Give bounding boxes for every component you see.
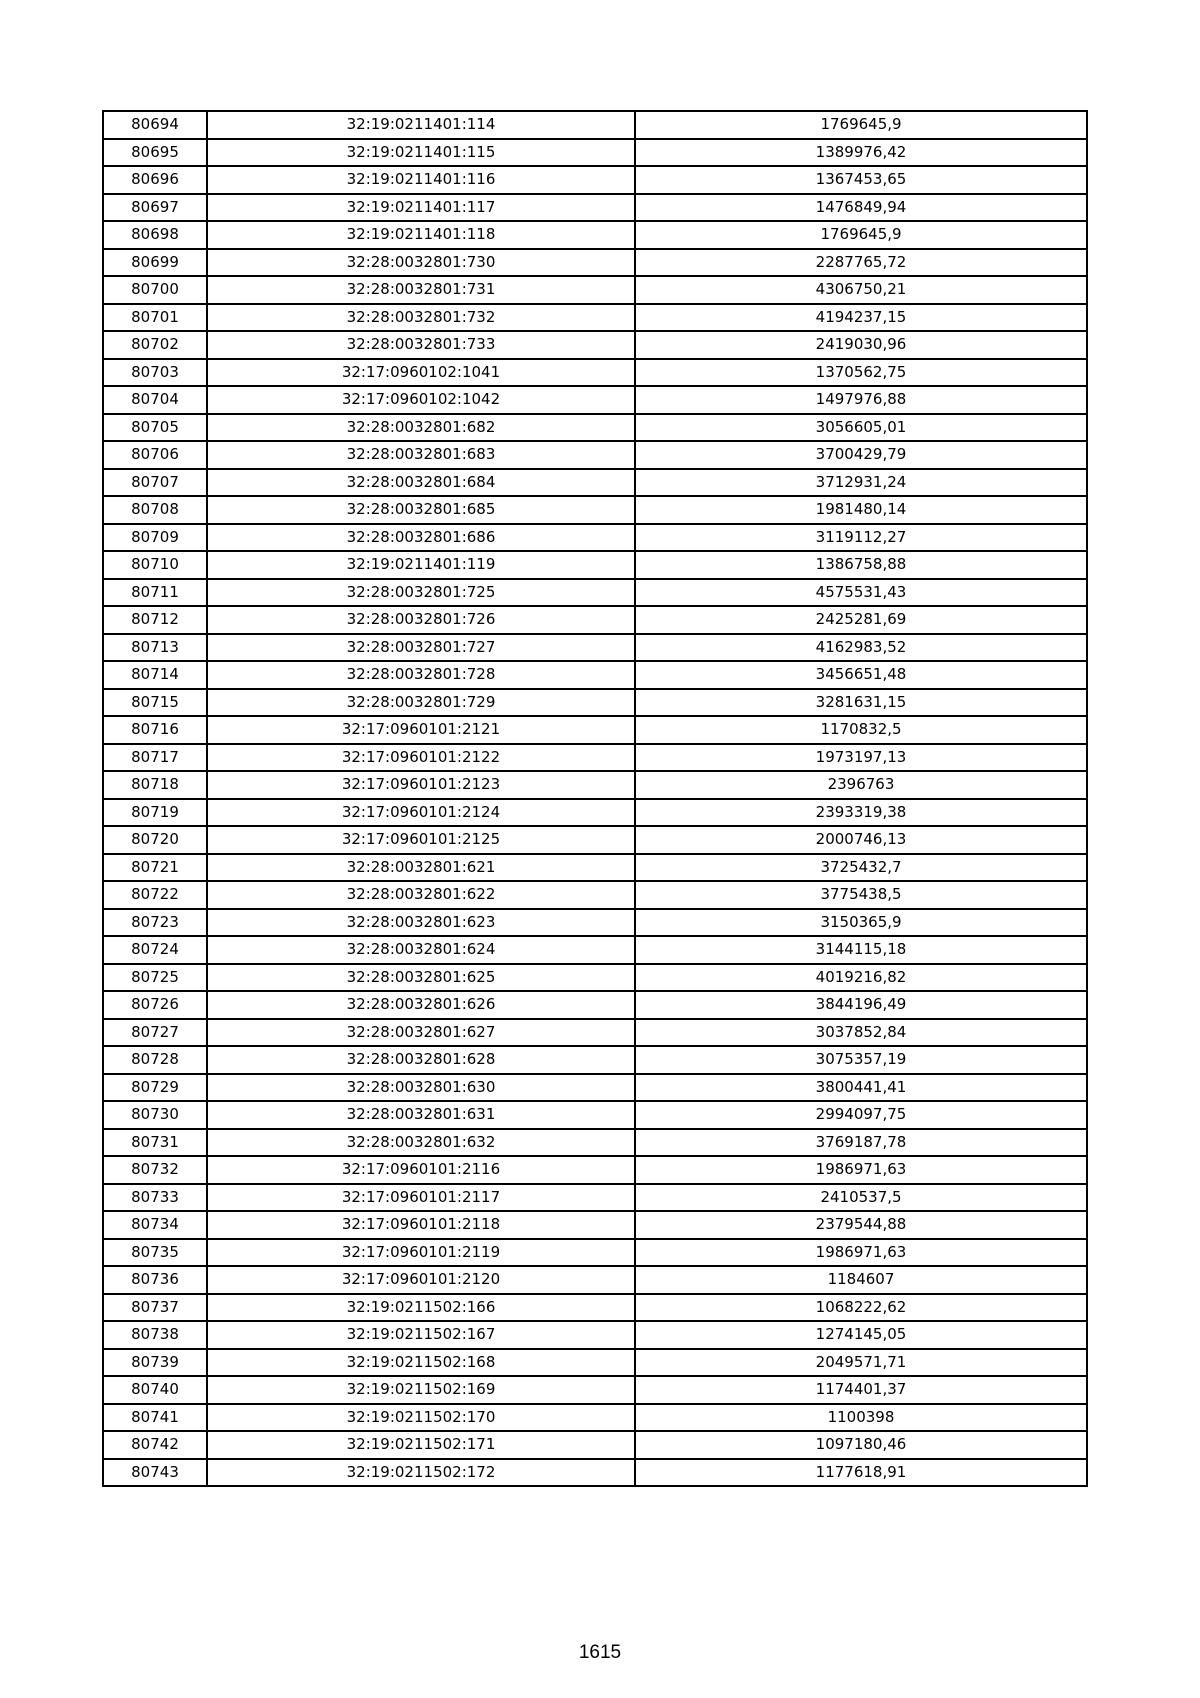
row-number-cell: 80739	[103, 1349, 207, 1377]
cadastral-value-cell: 1386758,88	[635, 551, 1087, 579]
row-number-cell: 80734	[103, 1211, 207, 1239]
cadastral-number-cell: 32:19:0211502:169	[207, 1376, 635, 1404]
table-row	[103, 1239, 1087, 1267]
cadastral-number-cell: 32:19:0211401:115	[207, 139, 635, 167]
row-number-cell: 80723	[103, 909, 207, 937]
cadastral-value-cell: 1370562,75	[635, 359, 1087, 387]
table-row	[103, 1376, 1087, 1404]
table-row	[103, 606, 1087, 634]
cadastral-value-cell: 1097180,46	[635, 1431, 1087, 1459]
cadastral-value-table	[102, 110, 1088, 1487]
cadastral-value-cell: 1769645,9	[635, 111, 1087, 139]
cadastral-number-cell: 32:28:0032801:727	[207, 634, 635, 662]
cadastral-value-cell: 1068222,62	[635, 1294, 1087, 1322]
table-row	[103, 1211, 1087, 1239]
table-row	[103, 304, 1087, 332]
table-row	[103, 909, 1087, 937]
cadastral-value-cell: 1973197,13	[635, 744, 1087, 772]
page-number: 1615	[578, 1642, 622, 1663]
table-row	[103, 276, 1087, 304]
row-number-cell: 80711	[103, 579, 207, 607]
row-number-cell: 80702	[103, 331, 207, 359]
cadastral-value-cell: 1184607	[635, 1266, 1087, 1294]
row-number-cell: 80718	[103, 771, 207, 799]
cadastral-value-cell: 3056605,01	[635, 414, 1087, 442]
cadastral-value-cell: 2419030,96	[635, 331, 1087, 359]
cadastral-value-cell: 3150365,9	[635, 909, 1087, 937]
table-row	[103, 1101, 1087, 1129]
cadastral-number-cell: 32:17:0960101:2118	[207, 1211, 635, 1239]
cadastral-value-cell: 3800441,41	[635, 1074, 1087, 1102]
table-row	[103, 1129, 1087, 1157]
cadastral-number-cell: 32:19:0211401:118	[207, 221, 635, 249]
cadastral-number-cell: 32:28:0032801:733	[207, 331, 635, 359]
table-row	[103, 799, 1087, 827]
row-number-cell: 80714	[103, 661, 207, 689]
row-number-cell: 80728	[103, 1046, 207, 1074]
cadastral-value-cell: 2393319,38	[635, 799, 1087, 827]
cadastral-number-cell: 32:28:0032801:685	[207, 496, 635, 524]
table-row	[103, 249, 1087, 277]
cadastral-value-cell: 3037852,84	[635, 1019, 1087, 1047]
cadastral-value-cell: 2049571,71	[635, 1349, 1087, 1377]
cadastral-value-cell: 4019216,82	[635, 964, 1087, 992]
cadastral-value-cell: 3075357,19	[635, 1046, 1087, 1074]
table-row	[103, 1459, 1087, 1487]
table-row	[103, 964, 1087, 992]
cadastral-value-cell: 2994097,75	[635, 1101, 1087, 1129]
cadastral-number-cell: 32:19:0211401:117	[207, 194, 635, 222]
cadastral-number-cell: 32:28:0032801:732	[207, 304, 635, 332]
cadastral-number-cell: 32:17:0960101:2121	[207, 716, 635, 744]
table-row	[103, 579, 1087, 607]
row-number-cell: 80716	[103, 716, 207, 744]
cadastral-number-cell: 32:28:0032801:686	[207, 524, 635, 552]
cadastral-number-cell: 32:28:0032801:624	[207, 936, 635, 964]
cadastral-number-cell: 32:28:0032801:622	[207, 881, 635, 909]
cadastral-number-cell: 32:19:0211502:172	[207, 1459, 635, 1487]
cadastral-value-cell: 3844196,49	[635, 991, 1087, 1019]
table-row	[103, 661, 1087, 689]
cadastral-number-cell: 32:19:0211401:119	[207, 551, 635, 579]
cadastral-number-cell: 32:28:0032801:684	[207, 469, 635, 497]
table-body	[103, 111, 1087, 1486]
cadastral-value-cell: 1986971,63	[635, 1156, 1087, 1184]
table-row	[103, 469, 1087, 497]
cadastral-value-cell: 4194237,15	[635, 304, 1087, 332]
cadastral-number-cell: 32:28:0032801:632	[207, 1129, 635, 1157]
cadastral-value-cell: 1274145,05	[635, 1321, 1087, 1349]
cadastral-value-cell: 3144115,18	[635, 936, 1087, 964]
cadastral-value-cell: 2425281,69	[635, 606, 1087, 634]
row-number-cell: 80701	[103, 304, 207, 332]
row-number-cell: 80699	[103, 249, 207, 277]
table-row	[103, 166, 1087, 194]
table-row	[103, 991, 1087, 1019]
row-number-cell: 80708	[103, 496, 207, 524]
row-number-cell: 80729	[103, 1074, 207, 1102]
cadastral-value-cell: 1170832,5	[635, 716, 1087, 744]
row-number-cell: 80735	[103, 1239, 207, 1267]
cadastral-number-cell: 32:19:0211502:168	[207, 1349, 635, 1377]
cadastral-number-cell: 32:28:0032801:626	[207, 991, 635, 1019]
cadastral-value-cell: 1389976,42	[635, 139, 1087, 167]
table-row	[103, 881, 1087, 909]
row-number-cell: 80696	[103, 166, 207, 194]
cadastral-number-cell: 32:19:0211502:166	[207, 1294, 635, 1322]
table-row	[103, 111, 1087, 139]
cadastral-number-cell: 32:28:0032801:625	[207, 964, 635, 992]
table-row	[103, 634, 1087, 662]
table-row	[103, 331, 1087, 359]
table-row	[103, 826, 1087, 854]
cadastral-number-cell: 32:17:0960101:2117	[207, 1184, 635, 1212]
table-row	[103, 1184, 1087, 1212]
table-row	[103, 139, 1087, 167]
table-row	[103, 1266, 1087, 1294]
row-number-cell: 80722	[103, 881, 207, 909]
cadastral-number-cell: 32:28:0032801:628	[207, 1046, 635, 1074]
table-row	[103, 1404, 1087, 1432]
row-number-cell: 80726	[103, 991, 207, 1019]
row-number-cell: 80741	[103, 1404, 207, 1432]
cadastral-number-cell: 32:19:0211401:116	[207, 166, 635, 194]
cadastral-number-cell: 32:17:0960101:2119	[207, 1239, 635, 1267]
table-row	[103, 771, 1087, 799]
cadastral-number-cell: 32:19:0211502:171	[207, 1431, 635, 1459]
cadastral-number-cell: 32:19:0211502:167	[207, 1321, 635, 1349]
cadastral-value-cell: 1476849,94	[635, 194, 1087, 222]
row-number-cell: 80694	[103, 111, 207, 139]
cadastral-value-cell: 1174401,37	[635, 1376, 1087, 1404]
cadastral-value-cell: 1981480,14	[635, 496, 1087, 524]
row-number-cell: 80742	[103, 1431, 207, 1459]
cadastral-number-cell: 32:28:0032801:683	[207, 441, 635, 469]
row-number-cell: 80721	[103, 854, 207, 882]
table-row	[103, 1431, 1087, 1459]
cadastral-value-cell: 3725432,7	[635, 854, 1087, 882]
table-row	[103, 221, 1087, 249]
row-number-cell: 80703	[103, 359, 207, 387]
row-number-cell: 80732	[103, 1156, 207, 1184]
row-number-cell: 80697	[103, 194, 207, 222]
table-row	[103, 1321, 1087, 1349]
cadastral-value-cell: 4575531,43	[635, 579, 1087, 607]
row-number-cell: 80706	[103, 441, 207, 469]
table-row	[103, 386, 1087, 414]
row-number-cell: 80736	[103, 1266, 207, 1294]
row-number-cell: 80695	[103, 139, 207, 167]
cadastral-number-cell: 32:28:0032801:729	[207, 689, 635, 717]
cadastral-value-cell: 2287765,72	[635, 249, 1087, 277]
cadastral-value-cell: 1367453,65	[635, 166, 1087, 194]
cadastral-value-cell: 1100398	[635, 1404, 1087, 1432]
cadastral-number-cell: 32:17:0960101:2123	[207, 771, 635, 799]
row-number-cell: 80713	[103, 634, 207, 662]
cadastral-number-cell: 32:17:0960101:2116	[207, 1156, 635, 1184]
row-number-cell: 80719	[103, 799, 207, 827]
cadastral-number-cell: 32:28:0032801:623	[207, 909, 635, 937]
cadastral-number-cell: 32:28:0032801:731	[207, 276, 635, 304]
row-number-cell: 80712	[103, 606, 207, 634]
cadastral-number-cell: 32:28:0032801:621	[207, 854, 635, 882]
table-row	[103, 359, 1087, 387]
row-number-cell: 80740	[103, 1376, 207, 1404]
cadastral-value-cell: 3712931,24	[635, 469, 1087, 497]
cadastral-value-cell: 3119112,27	[635, 524, 1087, 552]
table-row	[103, 441, 1087, 469]
cadastral-value-cell: 1769645,9	[635, 221, 1087, 249]
row-number-cell: 80731	[103, 1129, 207, 1157]
row-number-cell: 80733	[103, 1184, 207, 1212]
row-number-cell: 80724	[103, 936, 207, 964]
cadastral-value-cell: 3700429,79	[635, 441, 1087, 469]
row-number-cell: 80738	[103, 1321, 207, 1349]
table-row	[103, 551, 1087, 579]
table-row	[103, 1156, 1087, 1184]
table-row	[103, 1019, 1087, 1047]
cadastral-number-cell: 32:28:0032801:725	[207, 579, 635, 607]
cadastral-number-cell: 32:28:0032801:728	[207, 661, 635, 689]
table-row	[103, 716, 1087, 744]
row-number-cell: 80730	[103, 1101, 207, 1129]
cadastral-number-cell: 32:17:0960101:2124	[207, 799, 635, 827]
cadastral-value-cell: 3456651,48	[635, 661, 1087, 689]
cadastral-value-cell: 1986971,63	[635, 1239, 1087, 1267]
cadastral-value-cell: 3281631,15	[635, 689, 1087, 717]
row-number-cell: 80709	[103, 524, 207, 552]
table-row	[103, 936, 1087, 964]
row-number-cell: 80710	[103, 551, 207, 579]
cadastral-number-cell: 32:19:0211502:170	[207, 1404, 635, 1432]
cadastral-value-cell: 4306750,21	[635, 276, 1087, 304]
cadastral-value-cell: 3769187,78	[635, 1129, 1087, 1157]
cadastral-number-cell: 32:17:0960102:1042	[207, 386, 635, 414]
table-row	[103, 414, 1087, 442]
cadastral-number-cell: 32:17:0960101:2125	[207, 826, 635, 854]
row-number-cell: 80727	[103, 1019, 207, 1047]
cadastral-value-cell: 2396763	[635, 771, 1087, 799]
cadastral-number-cell: 32:28:0032801:682	[207, 414, 635, 442]
table-row	[103, 1349, 1087, 1377]
cadastral-value-cell: 2379544,88	[635, 1211, 1087, 1239]
cadastral-number-cell: 32:28:0032801:726	[207, 606, 635, 634]
cadastral-value-cell: 3775438,5	[635, 881, 1087, 909]
table-row	[103, 1046, 1087, 1074]
cadastral-number-cell: 32:19:0211401:114	[207, 111, 635, 139]
cadastral-number-cell: 32:28:0032801:627	[207, 1019, 635, 1047]
cadastral-number-cell: 32:17:0960102:1041	[207, 359, 635, 387]
cadastral-value-cell: 2410537,5	[635, 1184, 1087, 1212]
row-number-cell: 80715	[103, 689, 207, 717]
table-row	[103, 689, 1087, 717]
row-number-cell: 80717	[103, 744, 207, 772]
cadastral-value-cell: 1177618,91	[635, 1459, 1087, 1487]
table-row	[103, 496, 1087, 524]
cadastral-number-cell: 32:28:0032801:631	[207, 1101, 635, 1129]
cadastral-value-cell: 1497976,88	[635, 386, 1087, 414]
table-row	[103, 1294, 1087, 1322]
table-row	[103, 1074, 1087, 1102]
table-row	[103, 524, 1087, 552]
cadastral-value-cell: 4162983,52	[635, 634, 1087, 662]
row-number-cell: 80707	[103, 469, 207, 497]
row-number-cell: 80720	[103, 826, 207, 854]
table-row	[103, 194, 1087, 222]
row-number-cell: 80698	[103, 221, 207, 249]
cadastral-number-cell: 32:17:0960101:2120	[207, 1266, 635, 1294]
row-number-cell: 80705	[103, 414, 207, 442]
row-number-cell: 80737	[103, 1294, 207, 1322]
table-row	[103, 854, 1087, 882]
cadastral-number-cell: 32:28:0032801:630	[207, 1074, 635, 1102]
cadastral-number-cell: 32:17:0960101:2122	[207, 744, 635, 772]
row-number-cell: 80704	[103, 386, 207, 414]
row-number-cell: 80700	[103, 276, 207, 304]
row-number-cell: 80725	[103, 964, 207, 992]
table-row	[103, 744, 1087, 772]
cadastral-value-cell: 2000746,13	[635, 826, 1087, 854]
cadastral-number-cell: 32:28:0032801:730	[207, 249, 635, 277]
row-number-cell: 80743	[103, 1459, 207, 1487]
